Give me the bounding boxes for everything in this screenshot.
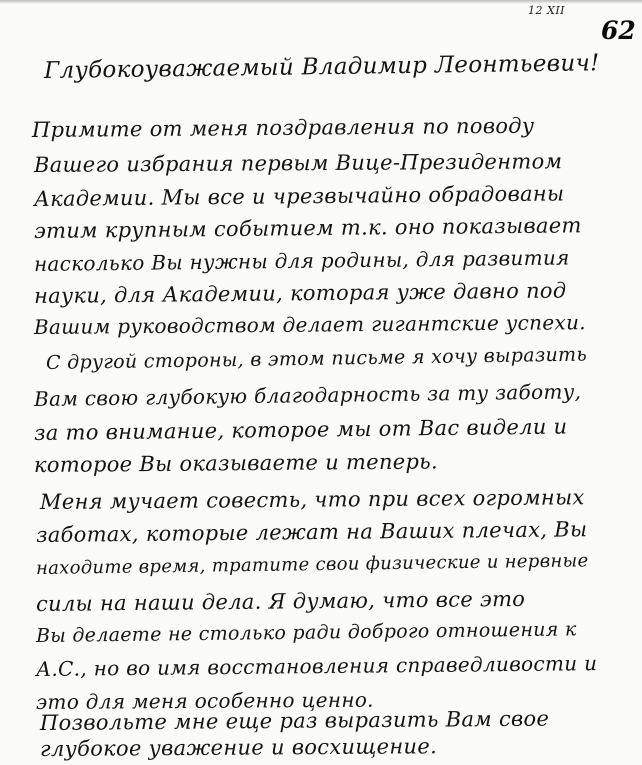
- letter-line-12: Меня мучает совесть, что при всех огромных: [39, 485, 585, 514]
- letter-line-1: Примите от меня поздравления по поводу: [31, 113, 535, 142]
- letter-line-17: А.С., но во имя восстановления справедливости и: [35, 651, 598, 681]
- page-number: 62: [601, 16, 636, 45]
- letter-line-2: Вашего избрания первым Вице-Президентом: [33, 149, 563, 177]
- letter-line-20: глубокое уважение и восхищение.: [39, 734, 438, 761]
- letter-line-8: С другой стороны, в этом письме я хочу выразить: [45, 343, 588, 374]
- letter-line-14: находите время, тратите свои физические и нервные: [35, 550, 589, 579]
- margin-date-note: 12 XII: [528, 4, 566, 17]
- letter-line-19: Позвольте мне еще раз выразить Вам свое: [39, 706, 550, 735]
- letter-line-16: Вы делаете не столько ради доброго отношения к: [35, 618, 577, 647]
- letter-line-9: Вам свою глубокую благодарность за ту заботу,: [33, 379, 582, 411]
- letter-line-13: заботах, которые лежат на Ваших плечах, Вы: [35, 517, 588, 547]
- letter-line-18: это для меня особенно ценно.: [35, 687, 374, 714]
- letter-line-4: этим крупным событием т.к. оно показывает: [33, 213, 582, 243]
- letter-line-6: науки, для Академии, которая уже давно под: [33, 278, 567, 308]
- letter-line-3: Академии. Мы все и чрезвычайно обрадованы: [33, 181, 565, 211]
- letter-line-5: насколько Вы нужны для родины, для развития: [33, 245, 570, 276]
- letter-line-15: силы на наши дела. Я думаю, что все это: [35, 586, 526, 616]
- letter-salutation: Глубокоуважаемый Владимир Леонтьевич!: [43, 50, 600, 84]
- letter-line-10: за то внимание, которое мы от Вас видели и: [33, 414, 568, 445]
- letter-line-7: Вашим руководством делает гигантские успехи.: [33, 310, 586, 339]
- letter-line-11: которое Вы оказываете и теперь.: [33, 449, 439, 477]
